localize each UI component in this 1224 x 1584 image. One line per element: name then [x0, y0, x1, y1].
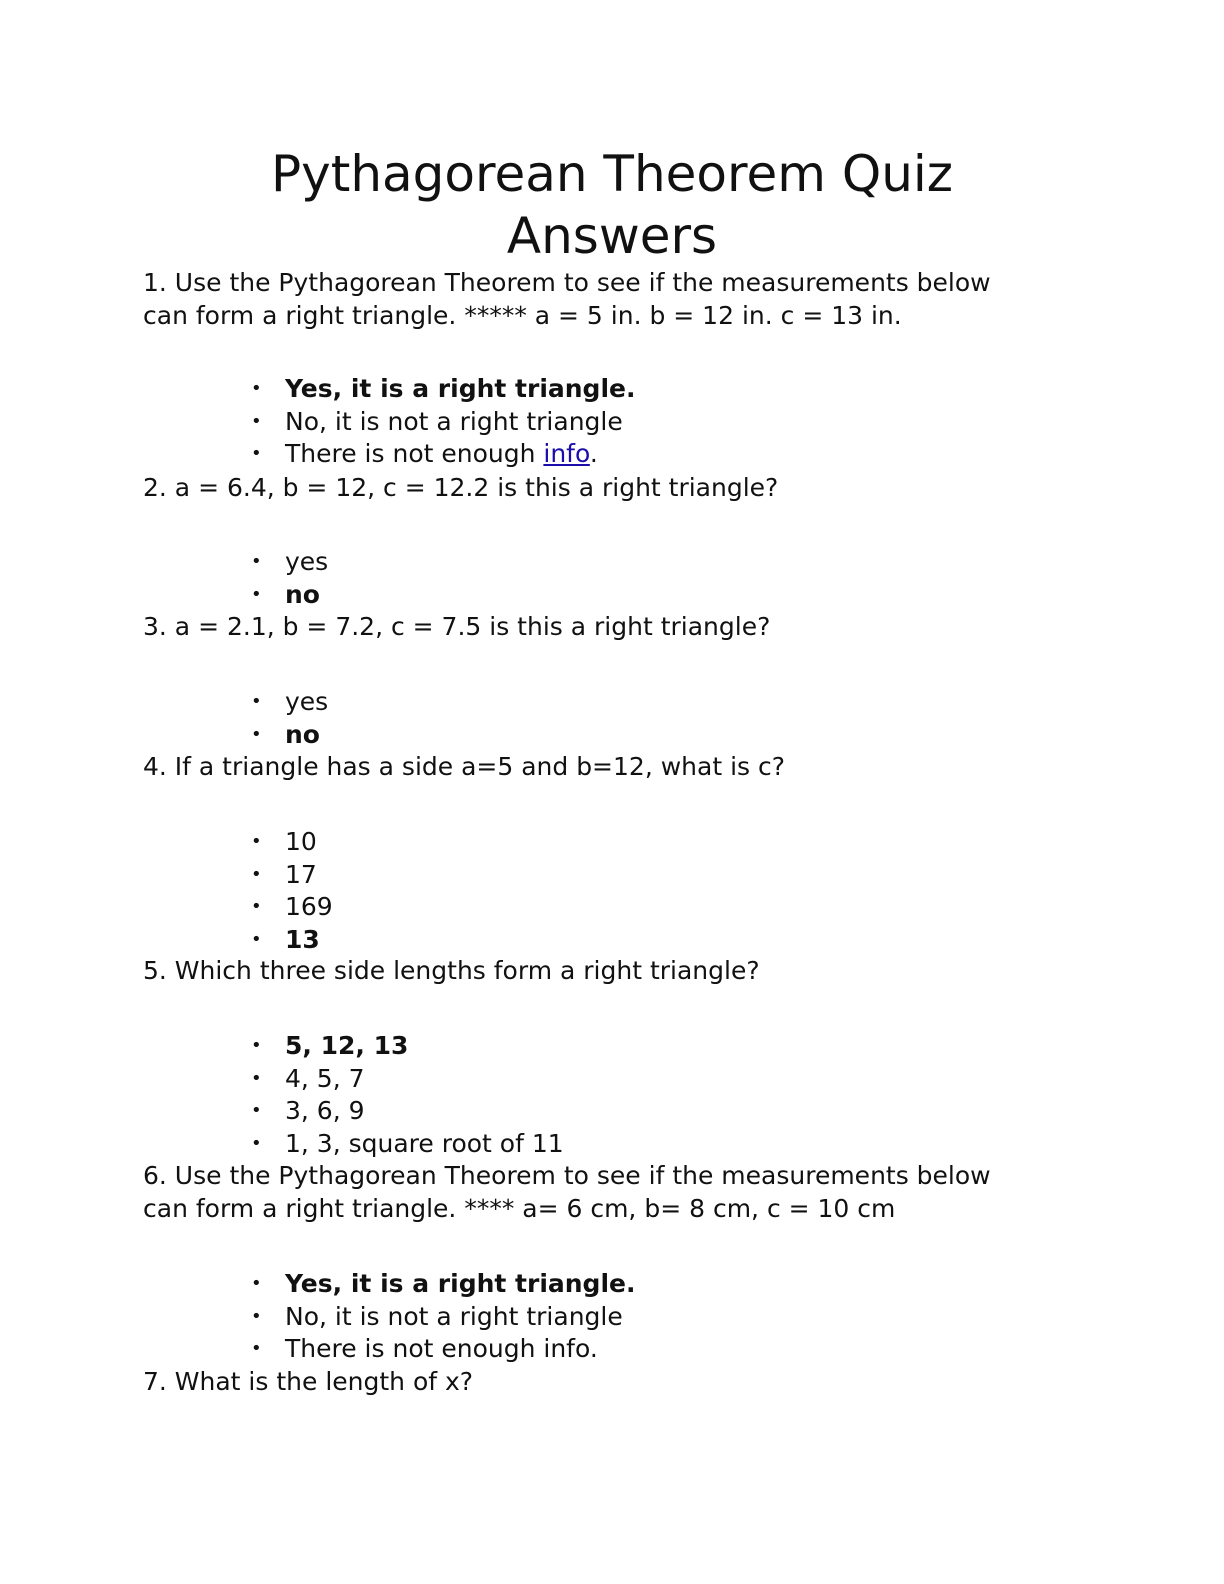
question-4 — [143, 751, 1093, 784]
question-1-options — [248, 373, 635, 471]
option-item — [248, 1063, 564, 1096]
question-3-options — [248, 686, 328, 751]
question-7 — [143, 1366, 1093, 1399]
page-title: Pythagorean Theorem Quiz — [270, 145, 954, 203]
option-item — [248, 1030, 564, 1063]
question-3 — [143, 611, 1093, 644]
option-item — [248, 1333, 635, 1366]
option-item — [248, 579, 328, 612]
option-item — [248, 546, 328, 579]
question-7-text: 7. What is the length of x? — [143, 1367, 474, 1396]
option-text: 17 — [285, 859, 317, 889]
option-text: There is not enough info. — [285, 1334, 598, 1363]
option-item — [248, 826, 333, 859]
option-text-after-link: . — [589, 439, 598, 468]
question-5-options — [248, 1030, 564, 1160]
question-2-text: 2. a = 6.4, b = 12, c = 12.2 is this a right triangle? — [143, 473, 779, 502]
option-item — [248, 1128, 564, 1161]
bullet-icon: • — [251, 410, 262, 432]
question-6-text-line-1: 6. Use the Pythagorean Theorem to see if the measurements below — [143, 1161, 991, 1190]
bullet-icon: • — [251, 723, 262, 745]
question-1-text-line-1: 1. Use the Pythagorean Theorem to see if the measurements below — [143, 268, 991, 297]
bullet-icon: • — [251, 896, 262, 917]
option-text: 169 — [285, 892, 333, 921]
option-item — [248, 406, 635, 439]
bullet-icon: • — [251, 378, 262, 399]
option-text: 10 — [285, 827, 317, 856]
option-text: 13 — [285, 924, 320, 954]
bullet-icon: • — [251, 1035, 262, 1056]
option-text: Yes, it is a right triangle. — [285, 1269, 636, 1298]
question-3-text: 3. a = 2.1, b = 7.2, c = 7.5 is this a right triangle? — [143, 612, 771, 641]
bullet-icon: • — [251, 583, 262, 605]
option-text: 1, 3, square root of 11 — [285, 1128, 564, 1158]
option-item — [248, 1095, 564, 1128]
option-text: 5, 12, 13 — [285, 1031, 409, 1060]
bullet-icon: • — [251, 1305, 262, 1327]
option-item — [248, 1268, 635, 1301]
question-6-text-line-2: can form a right triangle. **** a= 6 cm, b= 8 cm, c = 10 cm — [143, 1193, 896, 1223]
page-title-line-2: Answers — [506, 207, 718, 265]
option-text: yes — [285, 687, 329, 716]
bullet-icon: • — [251, 691, 262, 712]
bullet-icon: • — [251, 443, 262, 464]
question-1 — [143, 267, 1093, 332]
bullet-icon: • — [251, 551, 262, 572]
bullet-icon: • — [251, 928, 262, 950]
bullet-icon: • — [251, 1100, 262, 1121]
option-item — [248, 891, 333, 924]
question-6-options — [248, 1268, 635, 1366]
option-item — [248, 719, 328, 752]
bullet-icon: • — [251, 1132, 262, 1154]
option-item — [248, 686, 328, 719]
option-text: 4, 5, 7 — [285, 1063, 365, 1093]
option-item — [248, 1301, 635, 1334]
option-item — [248, 438, 635, 471]
option-text: 3, 6, 9 — [285, 1096, 365, 1125]
option-text: no — [285, 579, 320, 609]
question-6 — [143, 1160, 1093, 1225]
option-text: no — [285, 719, 320, 749]
option-text: No, it is not a right triangle — [285, 1301, 623, 1331]
option-item — [248, 859, 333, 892]
question-4-options — [248, 826, 333, 956]
option-text — [285, 439, 598, 468]
question-5-text: 5. Which three side lengths form a right triangle? — [143, 956, 760, 985]
question-2-options — [248, 546, 328, 611]
bullet-icon: • — [251, 1338, 262, 1359]
option-item — [248, 924, 333, 957]
bullet-icon: • — [251, 831, 262, 852]
option-item — [248, 373, 635, 406]
question-2 — [143, 472, 1093, 505]
bullet-icon: • — [251, 1273, 262, 1294]
question-5 — [143, 955, 1093, 988]
option-text-before-link: There is not enough — [285, 439, 544, 468]
question-4-text: 4. If a triangle has a side a=5 and b=12, what is c? — [143, 752, 786, 781]
info-link[interactable]: info — [543, 439, 590, 468]
option-text: yes — [285, 547, 329, 576]
option-text: Yes, it is a right triangle. — [285, 374, 636, 403]
bullet-icon: • — [251, 863, 262, 885]
option-text: No, it is not a right triangle — [285, 406, 623, 436]
question-1-text-line-2: can form a right triangle. ***** a = 5 in. b = 12 in. c = 13 in. — [143, 300, 902, 330]
bullet-icon: • — [251, 1067, 262, 1089]
